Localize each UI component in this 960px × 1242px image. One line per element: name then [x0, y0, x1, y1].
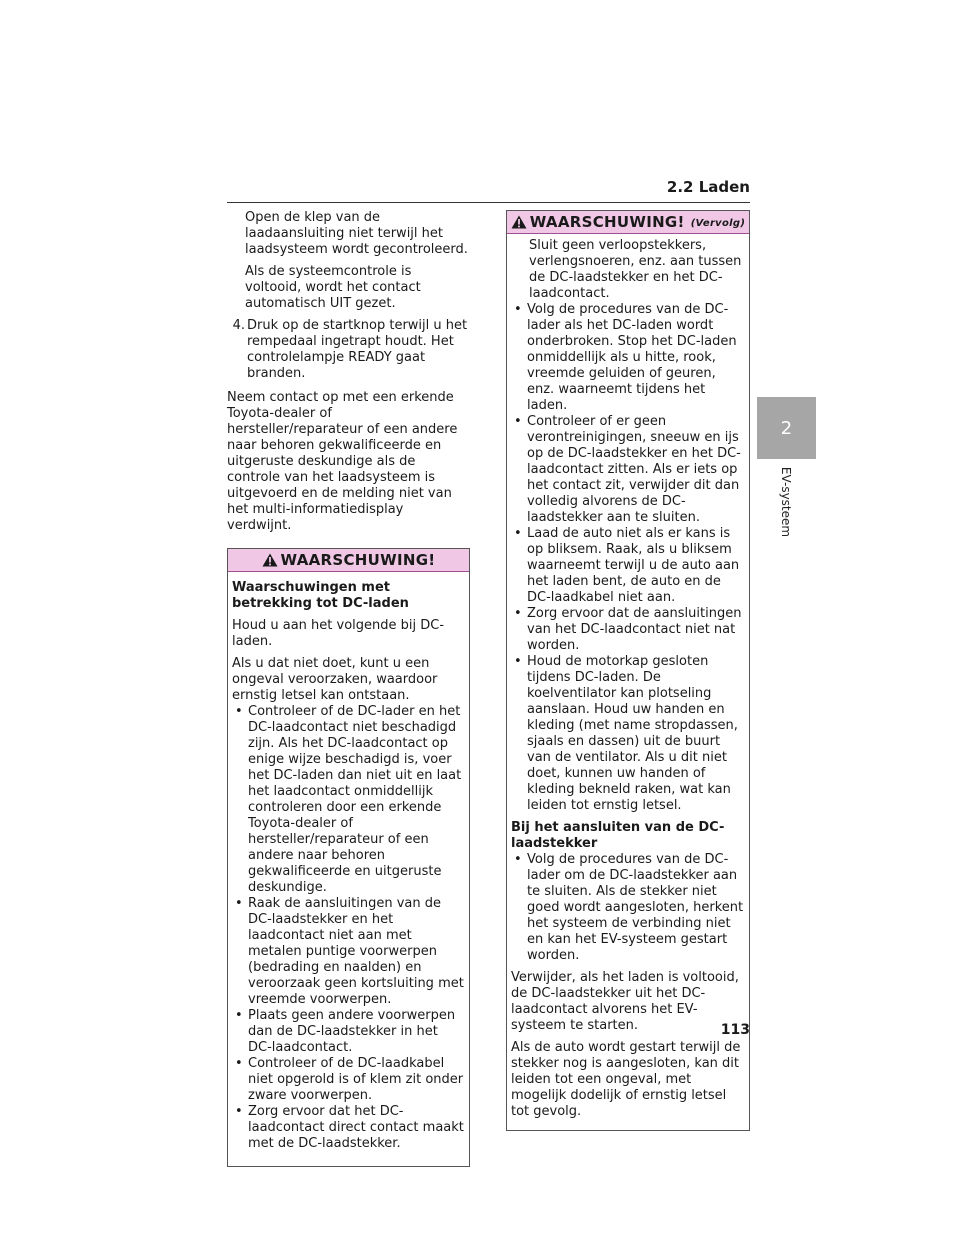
chapter-tab[interactable]	[757, 397, 816, 459]
bullet-item: • Zorg ervoor dat de aansluitingen van het DC-laadcontact niet nat worden.	[511, 606, 745, 654]
section-title: 2.2 Laden	[666, 178, 750, 196]
bullet-item: • Houd de motorkap gesloten tijdens DC-laden. De koelventilator kan plotseling aanslaan. Houd uw handen en kleding (met name stropdassen, sjaals en dassen) uit de buurt van de ventilator. Als u dit niet doet, kunnen uw handen of kleding bekneld raken, wat kan leiden tot ernstig letsel.	[511, 654, 745, 814]
bullet-item: • Controleer of de DC-laadkabel niet opgerold is of klem zit onder zware voorwerpen.	[232, 1056, 465, 1104]
step-text: Druk op de startknop terwijl u het rempedaal ingetrapt houdt. Het controlelampje READY gaat branden.	[247, 318, 468, 381]
warning-subhead: Waarschuwingen met betrekking tot DC-laden	[232, 580, 409, 611]
continued-label: (Vervolg)	[690, 218, 746, 229]
warning-para-2: Als u dat niet doet, kunt u een ongeval veroorzaken, waardoor ernstig letsel kan ontstaan.	[232, 656, 438, 703]
bullet-item: • Zorg ervoor dat het DC-laadcontact direct contact maakt met de DC-laadstekker.	[232, 1104, 465, 1152]
page-number: 113	[720, 1022, 750, 1038]
warning-body	[228, 572, 469, 1166]
warning-triangle-icon	[511, 215, 527, 229]
intro-line-2: Als de systeemcontrole is voltooid, wordt het contact automatisch UIT gezet.	[245, 264, 421, 311]
warning-bullet-list	[511, 302, 745, 814]
warning-para-1: Verwijder, als het laden is voltooid, de DC-laadstekker uit het DC-laadcontact alvorens het EV-systeem te starten.	[511, 970, 739, 1033]
warning-header	[507, 211, 749, 234]
intro-line-1: Open de klep van de laadaansluiting niet terwijl het laadsysteem wordt gecontroleerd.	[245, 210, 468, 257]
bullet-item: • Plaats geen andere voorwerpen dan de DC-laadstekker in het DC-laadcontact.	[232, 1008, 465, 1056]
left-column	[227, 210, 470, 1167]
right-column	[506, 210, 750, 1131]
warning-title: WAARSCHUWING!	[529, 213, 685, 231]
chapter-label: EV-systeem	[779, 466, 793, 538]
bullet-item: • Laad de auto niet als er kans is op bliksem. Raak, als u bliksem waarneemt terwijl u de auto aan het laden bent, de auto en de DC-laadkabel niet aan.	[511, 526, 745, 606]
bullet-item: • Controleer of er geen verontreinigingen, sneeuw en ijs op de DC-laadstekker en het DC-laadcontact zitten. Als er iets op het contact zit, verwijder dit dan volledig alvorens de DC-laadstekker aan te sluiten.	[511, 414, 745, 526]
warning-triangle-icon	[262, 553, 278, 567]
warning-subhead: Bij het aansluiten van de DC-laadstekker	[511, 820, 725, 851]
warning-bullet-list-2	[511, 852, 745, 964]
chapter-number: 2	[780, 417, 793, 439]
warning-title: WAARSCHUWING!	[280, 551, 436, 569]
page-header	[227, 178, 750, 203]
step-number: 4.	[232, 318, 245, 333]
warning-body	[507, 234, 749, 1130]
warning-bullet-list	[232, 704, 465, 1152]
warning-header	[228, 549, 469, 572]
continued-text: Sluit geen verloopstekkers, verlengsnoeren, enz. aan tussen de DC-laadstekker en het DC-laadcontact.	[529, 238, 742, 301]
bullet-item: • Controleer of de DC-lader en het DC-laadcontact niet beschadigd zijn. Als het DC-laadcontact op enige wijze beschadigd is, voer het DC-laden dan niet uit en laat het laadcontact onmiddellijk controleren door een erkende Toyota-dealer of hersteller/reparateur of een andere naar behoren gekwalificeerde en uitgeruste deskundige.	[232, 704, 465, 896]
bullet-item: • Raak de aansluitingen van de DC-laadstekker en het laadcontact niet aan met metalen puntige voorwerpen (bedrading en naalden) en veroorzaak geen kortsluiting met vreemde voorwerpen.	[232, 896, 465, 1008]
warning-box	[227, 548, 470, 1167]
warning-para-1: Houd u aan het volgende bij DC-laden.	[232, 618, 445, 649]
contact-paragraph: Neem contact op met een erkende Toyota-dealer of hersteller/reparateur of een andere naar behoren gekwalificeerde en uitgeruste deskundige als de controle van het laadsysteem is uitgevoerd en de melding niet van het multi-informatiedisplay verdwijnt.	[227, 390, 458, 533]
warning-box-continued	[506, 210, 750, 1131]
bullet-item: • Volg de procedures van de DC-lader als het DC-laden wordt onderbroken. Stop het DC-laden onmiddellijk als u hitte, rook, vreemde geluiden of geuren, enz. waarneemt tijdens het laden.	[511, 302, 745, 414]
step-4	[227, 318, 470, 382]
bullet-item: • Volg de procedures van de DC-lader om de DC-laadstekker aan te sluiten. Als de stekker niet goed wordt aangesloten, herkent het systeem de verbinding niet en kan het EV-systeem gestart worden.	[511, 852, 745, 964]
warning-para-2: Als de auto wordt gestart terwijl de stekker nog is aangesloten, kan dit leiden tot een ongeval, met mogelijk dodelijk of ernstig letsel tot gevolg.	[511, 1040, 741, 1119]
